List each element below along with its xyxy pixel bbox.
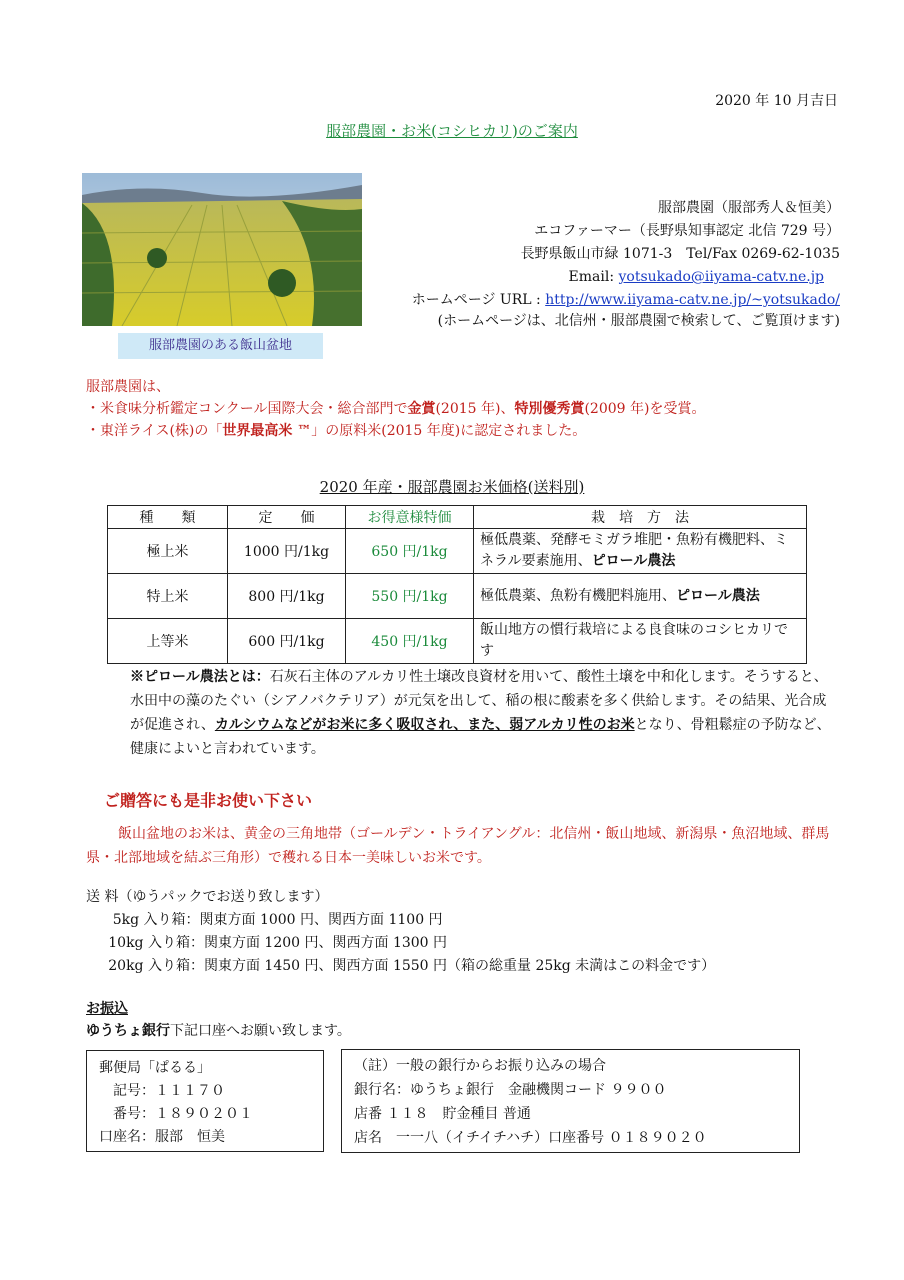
email-link[interactable]: yotsukado@iiyama-catv.ne.jp: [618, 269, 824, 285]
box1-line: 郵便局「ぱるる」: [99, 1060, 211, 1076]
cell-method: 飯山地方の慣行栽培による良食味のコシヒカリです: [474, 619, 807, 664]
shipping-heading: 送 料（ゆうパックでお送り致します）: [86, 889, 329, 905]
shipping-row: 5kg 入り箱：関東方面 1000 円、関西方面 1100 円: [86, 912, 443, 928]
cell-kind: 極上米: [108, 529, 228, 574]
box2-line: 店番 １１８ 貯金種目 普通: [354, 1106, 531, 1122]
rice-field-photo: [82, 173, 362, 326]
cell-special-price: 550 円/1kg: [346, 574, 474, 619]
box1-line: 口座名：服部 恒美: [99, 1129, 225, 1145]
furikomi-text: ゆうちょ銀行下記口座へお願い致します。: [86, 1023, 351, 1039]
shipping-section: [86, 886, 715, 978]
email-label: Email:: [568, 269, 619, 285]
farm-address: 長野県飯山市緑 1071-3 Tel/Fax 0269-62-1035: [520, 246, 840, 262]
box2-line: （註）一般の銀行からお振り込みの場合: [354, 1058, 606, 1074]
cell-method: 極低農薬、発酵モミガラ堆肥・魚粉有機肥料、ミネラル要素施用、ピロール農法: [474, 529, 807, 574]
pilo-explanation: ※ピロール農法とは：石灰石主体のアルカリ性土壌改良資材を用いて、酸性土壌を中和化します。そうすると、水田中の藻のたぐい（シアノバクテリア）が元気を出して、稲の根に酸素を多く供給します。その結果、光合成が促進され、カルシウムなどがお米に多く吸収され、また、弱アルカリ性のお米となり、骨粗鬆症の予防など、健康によいと言われています。: [130, 669, 831, 757]
header-list-price: 定 価: [228, 506, 346, 529]
price-table-title: 2020 年産・服部農園お米価格(送料別): [319, 478, 585, 496]
document-date: 2020 年 10 月吉日: [715, 93, 838, 109]
box2-line: 銀行名：ゆうちょ銀行 金融機関コード ９９００: [354, 1082, 667, 1098]
intro-toyo-line: ・東洋ライス(株)の「世界最高米 ™」の原料米(2015 年度)に認定されました。: [86, 423, 587, 439]
table-row: [108, 574, 807, 619]
gift-text: 飯山盆地のお米は、黄金の三角地帯（ゴールデン・トライアングル：北信州・飯山地域、新潟県・魚沼地域、群馬県・北部地域を結ぶ三角形）で穫れる日本一美味しいお米です。: [86, 826, 830, 866]
eco-farmer-cert: エコファーマー（長野県知事認定 北信 729 号）: [534, 223, 840, 239]
header-special-price: お得意様特価: [346, 506, 474, 529]
gift-heading: ご贈答にも是非お使い下さい: [104, 791, 313, 810]
document-title: 服部農園・お米(コシヒカリ)のご案内: [326, 122, 578, 140]
box1-line: 番号：１８９０２０１: [99, 1106, 253, 1122]
cell-list-price: 800 円/1kg: [228, 574, 346, 619]
cell-special-price: 450 円/1kg: [346, 619, 474, 664]
homepage-line: [412, 289, 840, 312]
table-row: [108, 529, 807, 574]
homepage-note: (ホームページは、北信州・服部農園で検索して、ご覧頂けます): [437, 313, 840, 329]
intro-section: [86, 376, 705, 442]
cell-kind: 上等米: [108, 619, 228, 664]
homepage-link[interactable]: http://www.iiyama-catv.ne.jp/~yotsukado/: [545, 292, 840, 308]
intro-award-line: ・米食味分析鑑定コンクール国際大会・総合部門で金賞(2015 年)、特別優秀賞(2009 年)を受賞。: [86, 401, 706, 417]
farm-name: 服部農園（服部秀人＆恒美）: [658, 200, 840, 216]
shipping-row: 10kg 入り箱：関東方面 1200 円、関西方面 1300 円: [86, 935, 448, 951]
photo-caption: 服部農園のある飯山盆地: [118, 333, 323, 359]
bank-transfer-box: [341, 1049, 800, 1153]
table-header-row: [108, 506, 807, 529]
intro-lead: 服部農園は、: [86, 379, 170, 395]
cell-list-price: 600 円/1kg: [228, 619, 346, 664]
table-row: [108, 619, 807, 664]
homepage-label: ホームページ URL :: [411, 292, 546, 308]
cell-special-price: 650 円/1kg: [346, 529, 474, 574]
box2-line: 店名 一一八（イチイチハチ）口座番号 ０１８９０２０: [354, 1130, 707, 1146]
box1-line: 記号：１１１７０: [99, 1083, 225, 1099]
header-kind: 種 類: [108, 506, 228, 529]
cell-method: 極低農薬、魚粉有機肥料施用、ピロール農法: [474, 574, 807, 619]
email-line: [569, 266, 824, 289]
cell-kind: 特上米: [108, 574, 228, 619]
price-table: [107, 505, 807, 664]
furikomi-heading: お振込: [86, 1001, 128, 1017]
cell-list-price: 1000 円/1kg: [228, 529, 346, 574]
postal-account-box: [86, 1050, 324, 1152]
header-method: 栽 培 方 法: [474, 506, 807, 529]
shipping-row: 20kg 入り箱：関東方面 1450 円、関西方面 1550 円（箱の総重量 25kg 未満はこの料金です）: [86, 958, 716, 974]
